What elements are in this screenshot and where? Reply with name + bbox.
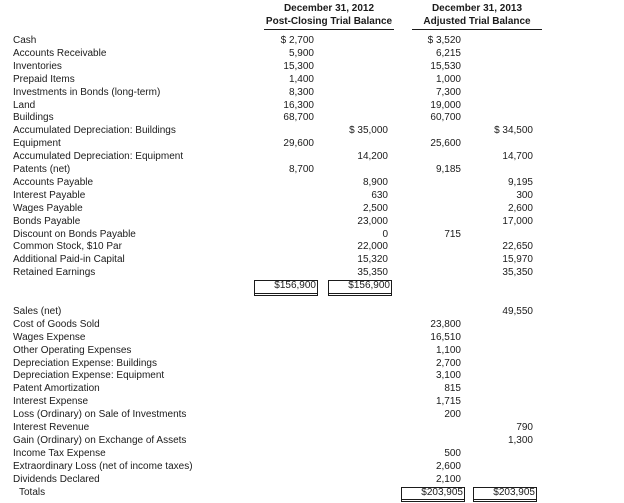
- amount-c2: 23,000: [357, 215, 388, 227]
- amount-c3: 60,700: [430, 112, 461, 124]
- table-row: [0, 461, 624, 474]
- amount-c1: 5,900: [288, 47, 314, 59]
- header-2012-date: December 31, 2012: [283, 3, 375, 14]
- table-row: [0, 332, 624, 345]
- table-row: [0, 293, 624, 306]
- header-2013: [412, 3, 542, 30]
- amount-c2: $ 35,000: [349, 125, 388, 137]
- amount-c4: 300: [516, 189, 533, 201]
- amount-c1: $ 2,700: [280, 35, 314, 46]
- amount-c3: 500: [444, 447, 461, 459]
- amount-c1: 1,400: [288, 73, 314, 85]
- amount-c4: 15,970: [502, 254, 533, 266]
- account-label: Depreciation Expense: Equipment: [13, 370, 165, 382]
- amount-c3: 25,600: [430, 138, 461, 150]
- account-label: Common Stock, $10 Par: [13, 241, 122, 253]
- account-label: Gain (Ordinary) on Exchange of Assets: [13, 434, 187, 446]
- account-label: Interest Revenue: [13, 422, 90, 433]
- table-row: [0, 164, 624, 177]
- account-label: Bonds Payable: [13, 215, 81, 227]
- amount-c3: 1,000: [435, 73, 461, 85]
- amount-c2: 0: [382, 228, 388, 240]
- amount-c3: 3,100: [435, 370, 461, 382]
- table-row: [0, 409, 624, 422]
- table-row: [0, 319, 624, 332]
- amount-c2: 15,320: [357, 254, 388, 266]
- account-label: Accounts Receivable: [13, 47, 107, 59]
- table-row: [0, 61, 624, 74]
- amount-c4: 1,300: [507, 434, 533, 446]
- account-label: Patents (net): [13, 164, 71, 175]
- amount-c4: 14,700: [502, 151, 533, 163]
- amount-c2: 8,900: [362, 176, 388, 188]
- table-row: [0, 216, 624, 229]
- table-row: [0, 87, 624, 100]
- amount-c2: 22,000: [357, 241, 388, 253]
- amount-c4: $ 34,500: [494, 125, 533, 137]
- account-label: Extraordinary Loss (net of income taxes): [13, 460, 193, 472]
- amount-c3: 19,000: [430, 99, 461, 111]
- account-label: Interest Payable: [13, 189, 86, 201]
- amount-c3: 6,215: [435, 47, 461, 59]
- table-row: [0, 370, 624, 383]
- amount-c4: 790: [516, 422, 533, 433]
- amount-c4: $203,905: [473, 487, 537, 503]
- table-row: [0, 100, 624, 113]
- amount-c2: $156,900: [328, 280, 392, 296]
- amount-c3: 200: [444, 409, 461, 421]
- table-row: [0, 306, 624, 319]
- table-row: [0, 345, 624, 358]
- amount-c4: 2,600: [507, 202, 533, 214]
- table-row: [0, 177, 624, 190]
- account-label: Wages Payable: [13, 202, 83, 214]
- account-label: Additional Paid-in Capital: [13, 254, 125, 266]
- amount-c3: 2,100: [401, 474, 461, 488]
- table-row: [0, 396, 624, 409]
- table-row: [0, 487, 624, 500]
- account-label: Cash: [13, 35, 37, 46]
- table-row: [0, 112, 624, 125]
- table-row: [0, 35, 624, 48]
- amount-c4: 35,350: [502, 267, 533, 279]
- table-row: [0, 229, 624, 242]
- amount-c3: 23,800: [430, 318, 461, 330]
- table-row: [0, 241, 624, 254]
- amount-c4: 22,650: [502, 241, 533, 253]
- amount-c3: 2,600: [435, 460, 461, 472]
- account-label: Other Operating Expenses: [13, 344, 132, 356]
- amount-c3: $203,905: [401, 487, 465, 503]
- table-row: [0, 422, 624, 435]
- account-label: Totals: [19, 486, 46, 498]
- account-label: Interest Expense: [13, 396, 89, 408]
- account-label: Accumulated Depreciation: Buildings: [13, 125, 176, 137]
- header-2013-date: December 31, 2013: [431, 3, 523, 14]
- amount-c2: 35,350: [328, 267, 388, 281]
- table-row: [0, 190, 624, 203]
- amount-c3: $ 3,520: [427, 35, 461, 46]
- table-row: [0, 125, 624, 138]
- amount-c3: 715: [444, 228, 461, 240]
- amount-c1: $156,900: [254, 280, 318, 296]
- amount-c3: 9,185: [435, 164, 461, 175]
- account-label: Sales (net): [13, 305, 62, 317]
- amount-c1: 68,700: [283, 112, 314, 124]
- amount-c2: 630: [371, 189, 388, 201]
- account-label: Accounts Payable: [13, 176, 94, 188]
- amount-c4: 9,195: [507, 176, 533, 188]
- header-2012-title: Post-Closing Trial Balance: [264, 16, 394, 31]
- amount-c4: 17,000: [502, 215, 533, 227]
- amount-c3: 16,510: [430, 331, 461, 343]
- amount-c3: 815: [444, 383, 461, 395]
- amount-c1: 8,300: [288, 86, 314, 98]
- account-label: Investments in Bonds (long-term): [13, 86, 161, 98]
- table-row: [0, 48, 624, 61]
- header-2012: [264, 3, 394, 30]
- table-row: [0, 383, 624, 396]
- amount-c1: 29,600: [283, 138, 314, 150]
- account-label: Wages Expense: [13, 331, 86, 343]
- account-label: Inventories: [13, 60, 62, 72]
- amount-c2: 2,500: [362, 202, 388, 214]
- account-label: Cost of Goods Sold: [13, 318, 100, 330]
- amount-c3: 2,700: [435, 357, 461, 369]
- account-label: Income Tax Expense: [13, 447, 106, 459]
- account-label: Land: [13, 99, 36, 111]
- table-row: [0, 267, 624, 280]
- amount-c1: 16,300: [283, 99, 314, 111]
- amount-c1: 8,700: [288, 164, 314, 175]
- account-label: Accumulated Depreciation: Equipment: [13, 151, 184, 163]
- table-row: [0, 151, 624, 164]
- account-label: Prepaid Items: [13, 73, 75, 85]
- table-row: [0, 280, 624, 293]
- table-row: [0, 138, 624, 151]
- header-2013-title: Adjusted Trial Balance: [412, 16, 542, 31]
- amount-c3: 1,100: [435, 344, 461, 356]
- table-row: [0, 358, 624, 371]
- account-label: Discount on Bonds Payable: [13, 228, 136, 240]
- account-label: Depreciation Expense: Buildings: [13, 357, 157, 369]
- amount-c4: 49,550: [502, 305, 533, 317]
- table-row: [0, 254, 624, 267]
- account-label: Equipment: [13, 138, 61, 150]
- amount-c3: 7,300: [435, 86, 461, 98]
- account-label: Buildings: [13, 112, 54, 124]
- table-row: [0, 435, 624, 448]
- account-label: Dividends Declared: [13, 473, 100, 485]
- table-row: [0, 448, 624, 461]
- table-row: [0, 474, 624, 487]
- amount-c2: 14,200: [357, 151, 388, 163]
- account-label: Loss (Ordinary) on Sale of Investments: [13, 409, 187, 421]
- account-label: Retained Earnings: [13, 267, 96, 279]
- amount-c3: 15,530: [430, 60, 461, 72]
- amount-c1: 15,300: [283, 60, 314, 72]
- table-row: [0, 203, 624, 216]
- amount-c3: 1,715: [435, 396, 461, 408]
- account-label: Patent Amortization: [13, 383, 100, 395]
- table-row: [0, 74, 624, 87]
